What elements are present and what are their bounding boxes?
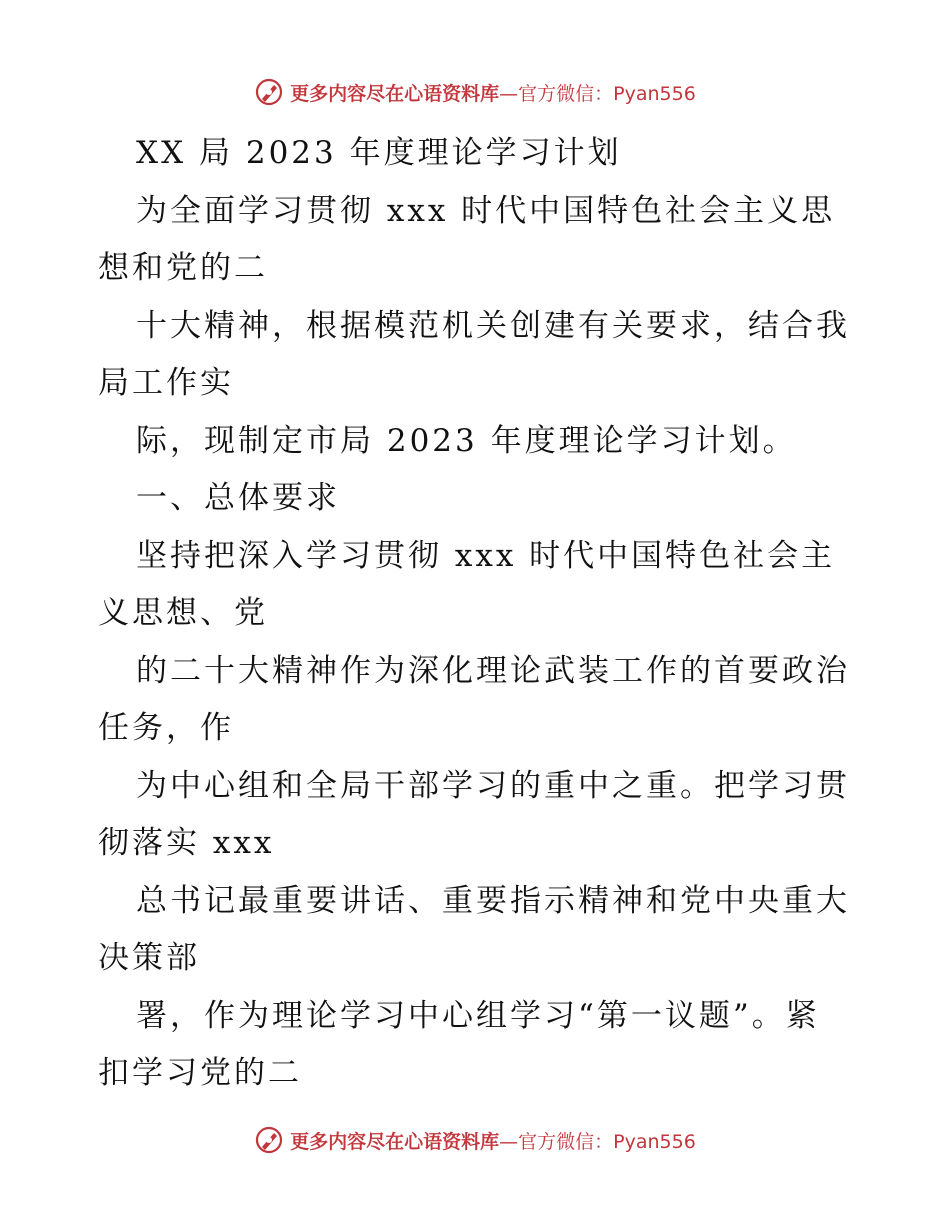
pen-circle-logo-icon xyxy=(254,77,284,107)
banner-separator: — xyxy=(499,82,519,105)
text-line: 总书记最重要讲话、重要指示精神和党中央重大 xyxy=(136,882,850,919)
text-line: 义思想、党 xyxy=(98,595,268,631)
text-line: 彻落实 xxx xyxy=(98,825,275,861)
banner-brand-text: 更多内容尽在心语资料库 xyxy=(290,82,500,105)
banner-wechat-text: 官方微信：Pyan556 xyxy=(518,82,696,105)
banner-wechat-text: 官方微信：Pyan556 xyxy=(518,1130,696,1153)
text-line: 想和党的二 xyxy=(98,250,268,286)
banner-brand-text: 更多内容尽在心语资料库 xyxy=(290,1130,500,1153)
text-line: 为中心组和全局干部学习的重中之重。把学习贯 xyxy=(136,767,850,804)
text-line: 坚持把深入学习贯彻 xxx 时代中国特色社会主 xyxy=(136,537,836,574)
text-line: 署，作为理论学习中心组学习“第一议题”。紧 xyxy=(136,997,820,1034)
footer-banner xyxy=(0,1120,950,1160)
text-line: 任务，作 xyxy=(98,710,234,746)
text-line: XX 局 2023 年度理论学习计划 xyxy=(136,135,622,171)
header-banner xyxy=(0,72,950,112)
text-line: 一、总体要求 xyxy=(136,480,340,516)
text-line: 十大精神，根据模范机关创建有关要求，结合我 xyxy=(136,307,850,344)
banner-text xyxy=(290,79,696,106)
text-line: 决策部 xyxy=(98,940,200,976)
pen-circle-logo-icon xyxy=(254,1125,284,1155)
text-line: 为全面学习贯彻 xxx 时代中国特色社会主义思 xyxy=(136,192,836,229)
banner-separator: — xyxy=(499,1130,519,1153)
text-line: 局工作实 xyxy=(98,365,234,401)
text-line: 的二十大精神作为深化理论武装工作的首要政治 xyxy=(136,652,850,689)
banner-text xyxy=(290,1127,696,1154)
text-line: 扣学习党的二 xyxy=(98,1055,302,1091)
text-line: 际，现制定市局 2023 年度理论学习计划。 xyxy=(136,422,797,459)
document-body xyxy=(98,125,858,1103)
